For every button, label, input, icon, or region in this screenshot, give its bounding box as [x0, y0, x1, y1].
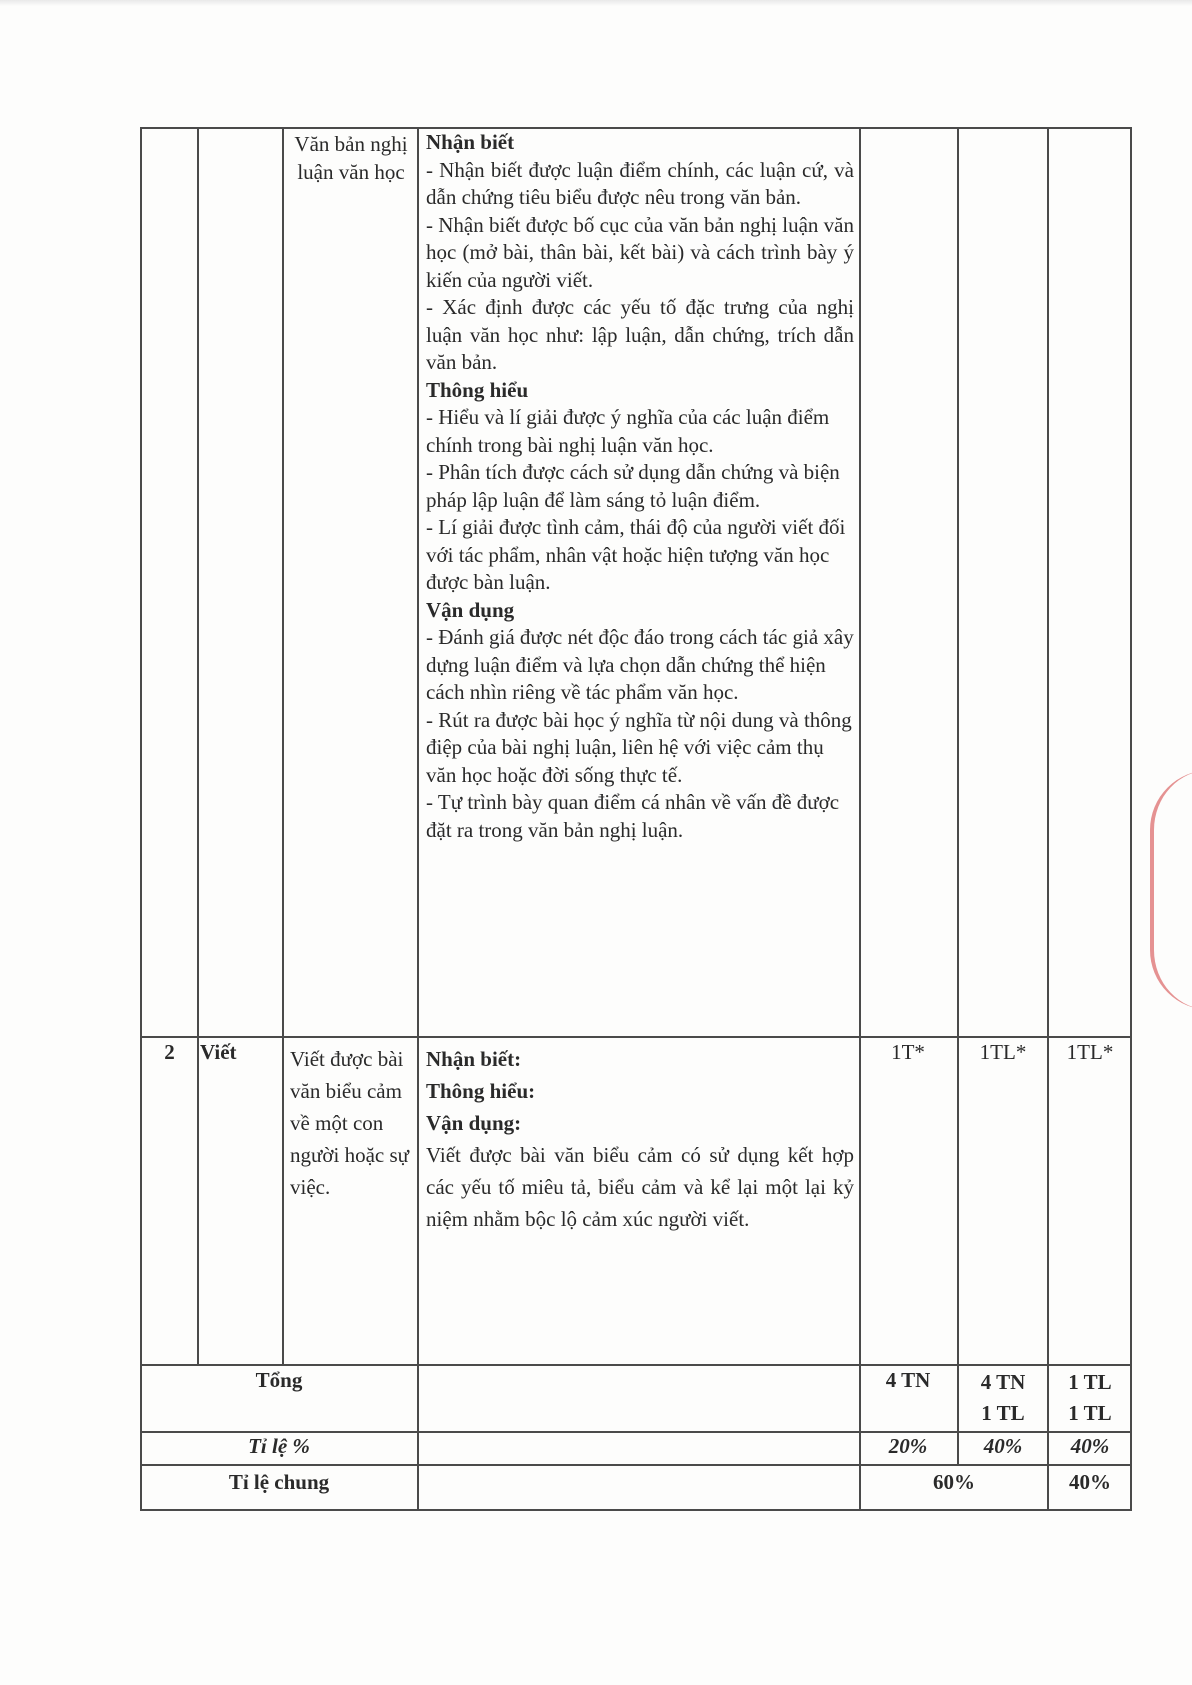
- section-recognize: [426, 129, 854, 377]
- ratio-label: Tỉ lệ %: [248, 1434, 310, 1458]
- writing-content-text: Viết được bài văn biểu cảm về một con người hoặc sự việc.: [290, 1047, 410, 1199]
- red-stamp-partial: [1150, 770, 1192, 1010]
- recognize-item-2: - Nhận biết được bố cục của văn bản nghị luận văn học (mở bài, thân bài, kết bài) và cách trình bày ý kiến của người viết.: [426, 212, 854, 292]
- assessment-table: [140, 127, 1132, 1511]
- total-understand-value-1: 4 TN: [980, 1370, 1026, 1394]
- writing-heading-recognize: Nhận biết:: [426, 1047, 522, 1071]
- total-recognize-cell: [862, 1367, 954, 1395]
- common-label-cell: [142, 1469, 416, 1497]
- literature-content-text: Văn bản nghị luận văn học: [294, 132, 408, 184]
- col-line-skill: [282, 127, 284, 1364]
- literature-content-cell: [290, 131, 412, 186]
- writing-apply-value: 1TL*: [1066, 1040, 1114, 1064]
- col-line-recognize: [957, 127, 959, 1464]
- writing-number: 2: [164, 1040, 175, 1064]
- writing-heading-apply: Vận dụng:: [426, 1111, 522, 1135]
- writing-recognize-value: 1T*: [891, 1040, 925, 1064]
- writing-understand-cell: [960, 1039, 1046, 1067]
- ratio-understand-value: 40%: [983, 1434, 1023, 1458]
- apply-item-3: - Tự trình bày quan điểm cá nhân về vấn đề được đặt ra trong văn bản nghị luận.: [426, 790, 840, 842]
- writing-content-cell: [290, 1043, 412, 1203]
- common-recognize-understand-cell: [862, 1469, 1046, 1497]
- apply-item-2: - Rút ra được bài học ý nghĩa từ nội dung và thông điệp của bài nghị luận, liên hệ với việc cảm thụ văn học hoặc đời sống thực tế.: [426, 707, 852, 787]
- col-line-content: [417, 127, 419, 1511]
- total-understand-cell: [960, 1367, 1046, 1429]
- apply-item-1: - Đánh giá được nét độc đáo trong cách tác giả xây dựng luận điểm và lựa chọn dẫn chứng thể hiện cách nhìn riêng về tác phẩm văn học.: [426, 625, 854, 704]
- writing-description-cell: [426, 1043, 854, 1235]
- writing-understand-value: 1TL*: [979, 1040, 1027, 1064]
- literature-description-cell: [426, 129, 854, 844]
- total-understand-value-2: 1 TL: [981, 1401, 1025, 1425]
- understand-item-3: - Lí giải được tình cảm, thái độ của người viết đối với tác phẩm, nhân vật hoặc hiện tượng văn học được bàn luận.: [426, 515, 846, 594]
- total-recognize-value: 4 TN: [885, 1368, 931, 1392]
- common-recognize-understand-value: 60%: [933, 1470, 975, 1494]
- writing-skill-cell: [200, 1039, 280, 1067]
- writing-apply-text: Viết được bài văn biểu cảm có sử dụng kết hợp các yếu tố miêu tả, biểu cảm và kể lại một lại kỷ niệm nhằm bộc lộ cảm xúc người viết.: [426, 1143, 854, 1231]
- ratio-apply-value: 40%: [1070, 1434, 1110, 1458]
- common-label: Tỉ lệ chung: [228, 1470, 330, 1494]
- recognize-item-3: - Xác định được các yếu tố đặc trưng của nghị luận văn học như: lập luận, dẫn chứng, trích dẫn văn bản.: [426, 295, 854, 374]
- table-border-bottom: [140, 1509, 1132, 1511]
- understand-item-1: - Hiểu và lí giải được ý nghĩa của các luận điểm chính trong bài nghị luận văn học.: [426, 405, 830, 457]
- table-border-right: [1130, 127, 1132, 1511]
- total-apply-cell: [1050, 1367, 1130, 1429]
- writing-number-cell: [142, 1039, 197, 1067]
- row-line-writing: [140, 1036, 1132, 1038]
- scan-top-edge: [0, 0, 1192, 6]
- table-border-left: [140, 127, 142, 1511]
- col-line-description: [859, 127, 861, 1511]
- section-understand: [426, 377, 854, 597]
- ratio-label-cell: [142, 1433, 416, 1461]
- row-line-total: [140, 1364, 1132, 1366]
- writing-skill: Viết: [200, 1040, 237, 1064]
- col-line-number: [197, 127, 199, 1364]
- ratio-understand-cell: [960, 1433, 1046, 1461]
- ratio-recognize-value: 20%: [888, 1434, 928, 1458]
- writing-recognize-cell: [862, 1039, 954, 1067]
- heading-recognize: Nhận biết: [426, 130, 515, 154]
- total-apply-value-1: 1 TL: [1068, 1370, 1112, 1394]
- row-line-common: [140, 1464, 1132, 1466]
- common-apply-value: 40%: [1069, 1470, 1111, 1494]
- ratio-recognize-cell: [862, 1433, 954, 1461]
- col-line-understand: [1047, 127, 1049, 1511]
- understand-item-2: - Phân tích được cách sử dụng dẫn chứng và biện pháp lập luận để làm sáng tỏ luận điểm.: [426, 460, 840, 512]
- total-label: Tổng: [255, 1368, 303, 1392]
- ratio-apply-cell: [1050, 1433, 1130, 1461]
- common-apply-cell: [1050, 1469, 1130, 1497]
- writing-heading-understand: Thông hiểu:: [426, 1079, 536, 1103]
- writing-apply-cell: [1050, 1039, 1130, 1067]
- heading-apply: Vận dụng: [426, 597, 515, 622]
- heading-understand: Thông hiểu: [426, 377, 529, 402]
- recognize-item-1: - Nhận biết được luận điểm chính, các luận cứ, và dẫn chứng tiêu biểu được nêu trong văn bản.: [426, 157, 854, 209]
- section-apply: [426, 597, 854, 845]
- total-apply-value-2: 1 TL: [1068, 1401, 1112, 1425]
- total-label-cell: [142, 1367, 416, 1395]
